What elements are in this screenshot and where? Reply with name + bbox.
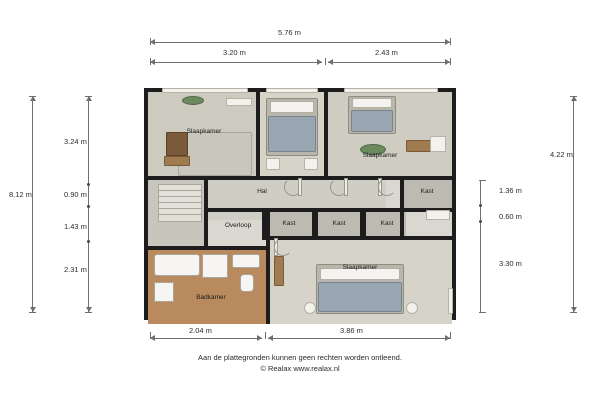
- dimension-tick: [150, 58, 151, 65]
- dimension-tick: [479, 180, 486, 181]
- door-swing-arc: [284, 178, 302, 196]
- dimension-arrow-left: [268, 335, 273, 341]
- dimension-arrow-up: [86, 96, 92, 101]
- dimension-left-segment-3-label: 1.43 m: [64, 222, 87, 231]
- dimension-bottom-left-label: 2.04 m: [189, 326, 212, 335]
- building-outline: [144, 88, 456, 320]
- dimension-bottom-right-label: 3.86 m: [340, 326, 363, 335]
- dimension-arrow-down: [86, 307, 92, 312]
- interior-wall: [324, 92, 328, 180]
- nightstand: [166, 132, 188, 156]
- dimension-tick: [29, 312, 36, 313]
- dimension-right-overall-label: 4.22 m: [550, 150, 573, 159]
- dimension-left-overall-line: [32, 96, 33, 312]
- dimension-tick: [450, 332, 451, 339]
- footer-line-1: Aan de plattegronden kunnen geen rechten worden ontleend.: [198, 353, 402, 362]
- dimension-top-overall-label: 5.76 m: [278, 28, 301, 37]
- dimension-right-segment-2-label: 0.60 m: [499, 212, 522, 221]
- plant-pot-icon: [182, 96, 204, 105]
- dimension-top-overall-line: [150, 42, 450, 43]
- rug: [178, 132, 252, 176]
- room-label-slaapkamer-bottom: Slaapkamer: [342, 264, 378, 271]
- room-label-hal: Hal: [257, 188, 267, 195]
- interior-wall: [204, 180, 208, 250]
- room-label-kast-right: Kast: [420, 188, 434, 195]
- dimension-tick: [150, 38, 151, 45]
- dimension-arrow-left: [328, 59, 333, 65]
- dimension-dot: [479, 220, 482, 223]
- dimension-right-segments-line: [480, 180, 481, 312]
- bathtub: [154, 254, 200, 276]
- interior-wall: [148, 246, 270, 250]
- stair-step: [158, 214, 202, 222]
- dimension-tick: [325, 58, 326, 65]
- dimension-top-left-line: [150, 62, 322, 63]
- dimension-bottom-left-line: [150, 338, 262, 339]
- window-top-middle: [266, 88, 318, 93]
- dimension-top-right-line: [328, 62, 450, 63]
- dimension-tick: [150, 332, 151, 339]
- nightstand: [304, 158, 318, 170]
- dresser: [274, 256, 284, 286]
- wardrobe: [226, 98, 252, 106]
- blanket: [351, 110, 393, 132]
- dimension-tick: [570, 312, 577, 313]
- dimension-top-left-label: 3.20 m: [223, 48, 246, 57]
- dimension-tick: [450, 38, 451, 45]
- interior-wall: [256, 92, 260, 180]
- washing-machine: [154, 282, 174, 302]
- chair: [430, 136, 446, 152]
- door-swing-arc: [378, 178, 396, 196]
- pillow: [270, 101, 314, 113]
- window-right-bottom: [448, 288, 453, 314]
- interior-wall: [262, 236, 452, 240]
- pillow: [352, 98, 392, 108]
- nightstand: [406, 302, 418, 314]
- dimension-tick: [570, 96, 577, 97]
- nightstand: [304, 302, 316, 314]
- dimension-left-segments-line: [88, 96, 89, 312]
- dimension-arrow-right: [317, 59, 322, 65]
- dimension-dot: [479, 204, 482, 207]
- dimension-left-segment-1-label: 3.24 m: [64, 137, 87, 146]
- door-opening: [426, 210, 450, 220]
- dimension-tick: [29, 96, 36, 97]
- dimension-dot: [87, 240, 90, 243]
- dimension-bottom-right-line: [268, 338, 450, 339]
- room-label-slaapkamer-top-left: Slaapkamer: [186, 128, 222, 135]
- dimension-arrow-right: [257, 335, 262, 341]
- interior-wall: [204, 208, 266, 212]
- dimension-right-segment-3-label: 3.30 m: [499, 259, 522, 268]
- room-label-badkamer: Badkamer: [196, 294, 226, 301]
- dimension-tick: [479, 312, 486, 313]
- footer-disclaimer: [0, 352, 600, 374]
- window-top-left: [162, 88, 248, 93]
- dimension-right-overall-line: [573, 96, 574, 312]
- nightstand: [266, 158, 280, 170]
- dimension-left-segment-2-label: 0.90 m: [64, 190, 87, 199]
- dimension-left-overall-label: 8.12 m: [9, 190, 32, 199]
- room-label-kast-c: Kast: [380, 220, 394, 227]
- dimension-top-right-label: 2.43 m: [375, 48, 398, 57]
- blanket: [318, 282, 402, 312]
- dimension-left-segment-4-label: 2.31 m: [64, 265, 87, 274]
- desk: [164, 156, 190, 166]
- door-swing-arc: [330, 178, 348, 196]
- room-label-kast-b: Kast: [332, 220, 346, 227]
- dimension-tick: [85, 312, 92, 313]
- blanket: [268, 116, 316, 152]
- interior-wall: [266, 208, 270, 324]
- door-swing-arc: [274, 238, 292, 256]
- toilet: [240, 274, 254, 292]
- footer-line-2: © Realax www.realax.nl: [260, 364, 340, 373]
- shower-tray: [202, 254, 228, 278]
- dimension-tick: [265, 332, 266, 339]
- window-top-right: [344, 88, 438, 93]
- sink: [232, 254, 260, 268]
- dimension-tick: [450, 58, 451, 65]
- dimension-dot: [87, 183, 90, 186]
- room-label-slaapkamer-top-right: Slaapkamer: [362, 152, 398, 159]
- dimension-right-segment-1-label: 1.36 m: [499, 186, 522, 195]
- dimension-dot: [87, 205, 90, 208]
- room-label-overloop: Overloop: [224, 222, 252, 229]
- room-label-kast-a: Kast: [282, 220, 296, 227]
